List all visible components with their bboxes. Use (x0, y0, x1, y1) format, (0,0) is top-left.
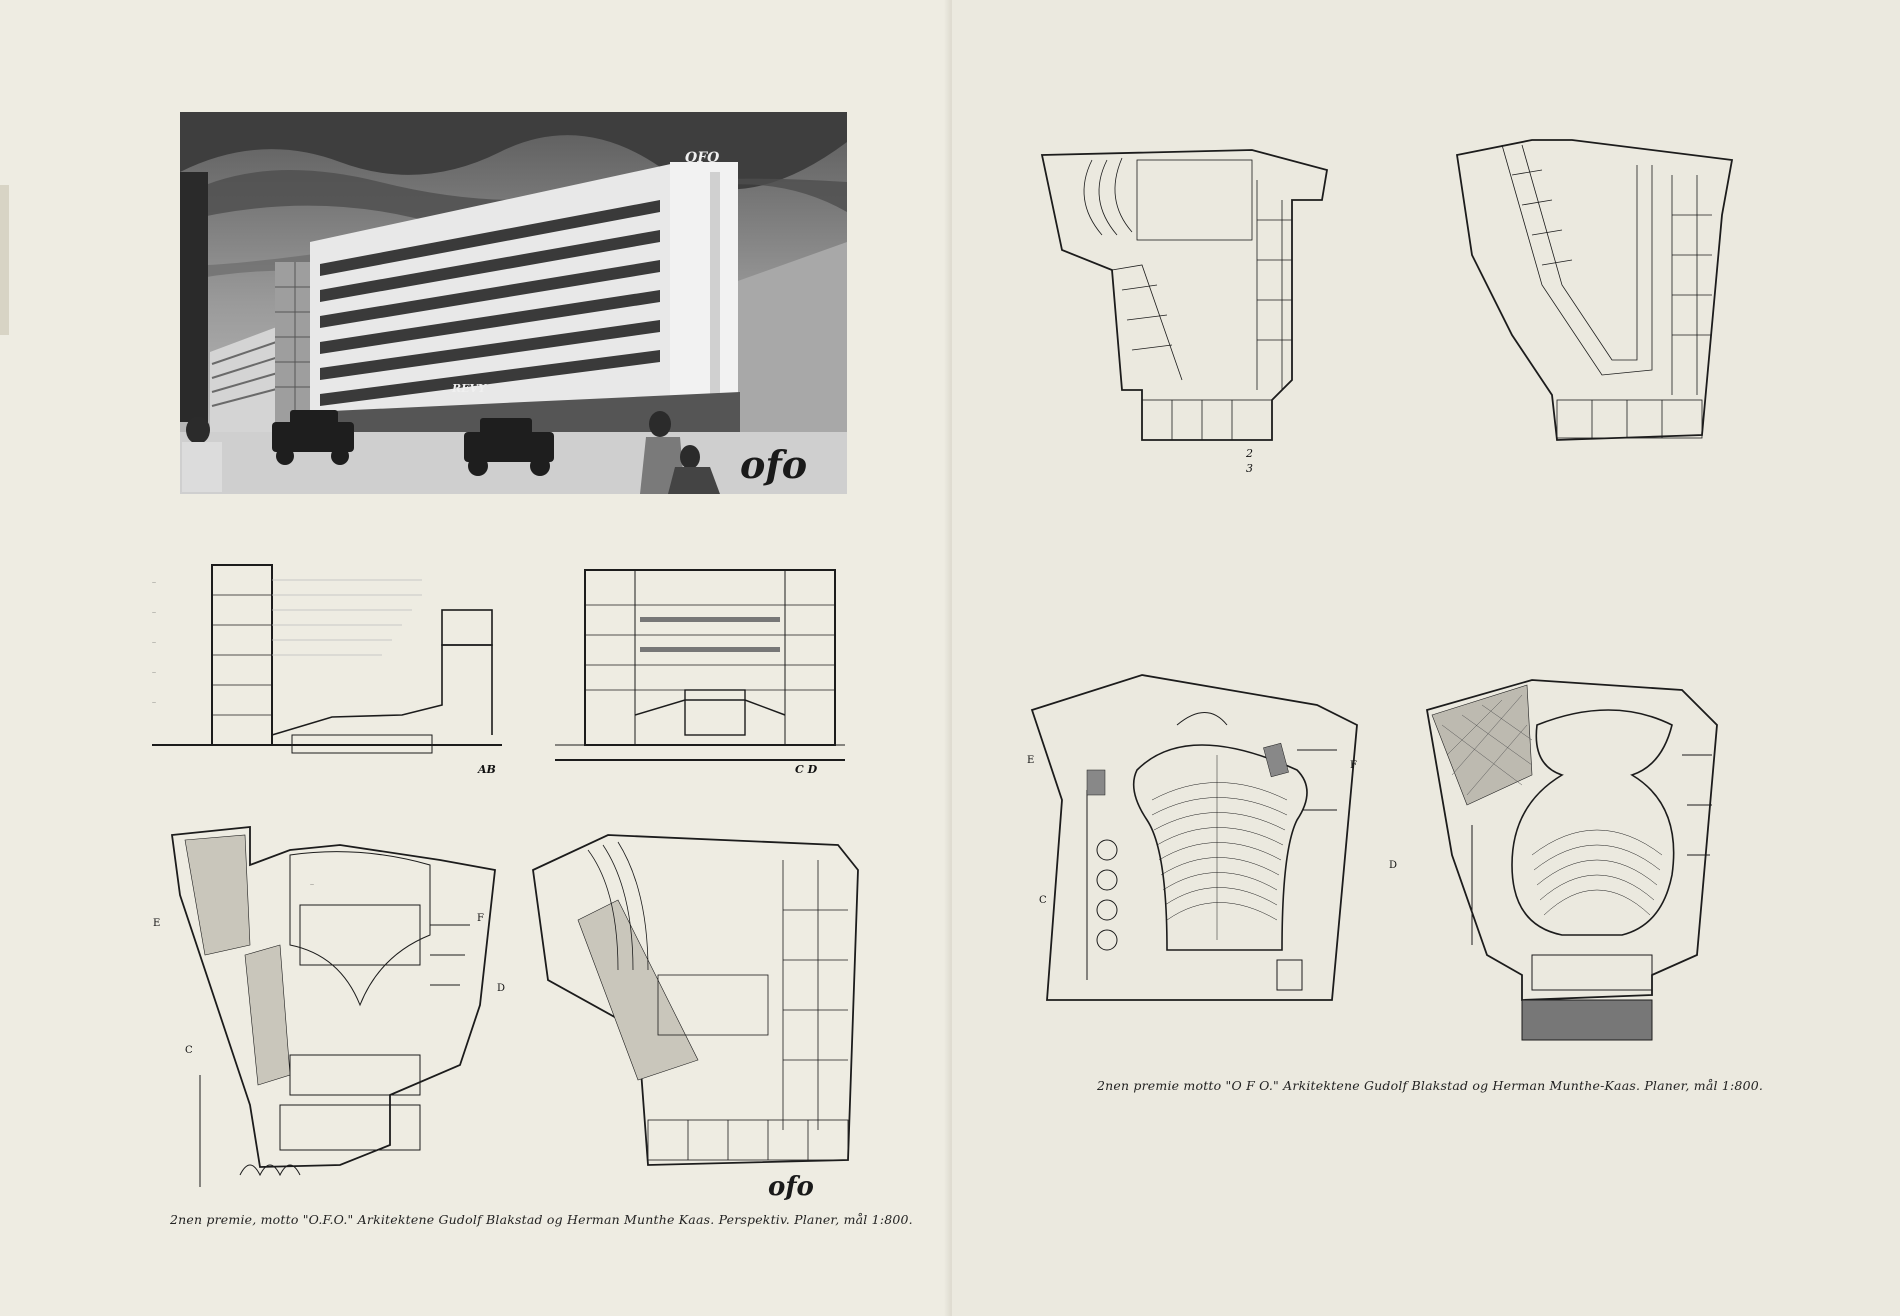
svg-text:—: — (310, 881, 314, 886)
right-letter-d: D (1389, 860, 1398, 871)
right-page (952, 0, 1900, 1316)
section-drawing-icon (555, 565, 845, 765)
section-label-cd: C D (795, 763, 818, 776)
floor-plan-icon (1452, 135, 1742, 455)
plan-number-3: 3 (1246, 462, 1253, 475)
svg-text:—: — (152, 609, 156, 614)
floor-plan-icon (1422, 655, 1732, 1055)
floor-plan-icon (528, 830, 873, 1175)
section-label-ab: AB (478, 763, 496, 776)
floor-letter-f: F (477, 913, 484, 924)
perspective-drawing (180, 112, 847, 494)
svg-text:—: — (152, 639, 156, 644)
floor-plan-icon (1027, 650, 1367, 1030)
building-perspective-icon (180, 112, 847, 494)
floor-letter-c: C (185, 1045, 193, 1056)
right-letter-c: C (1039, 895, 1047, 906)
svg-text:—: — (152, 579, 156, 584)
page-edge (0, 185, 9, 335)
svg-text:—: — (152, 669, 156, 674)
plan-stamp: ofo (768, 1172, 814, 1202)
section-drawing-icon (152, 535, 512, 775)
sign-facade: REVY (452, 382, 486, 395)
floor-letter-d: D (497, 983, 506, 994)
svg-text:—: — (152, 699, 156, 704)
sign-brand: ofo (740, 442, 808, 487)
right-caption: 2nen premie motto "O F O." Arkitektene Gudolf Blakstad og Herman Munthe-Kaas. Planer, mål 1:800. (1097, 1078, 1764, 1093)
floor-plan-icon (1032, 140, 1332, 450)
floor-plan-icon (160, 805, 505, 1195)
right-letter-f: F (1350, 760, 1357, 771)
floor-letter-e: E (153, 918, 161, 929)
sign-top: OFO (685, 150, 720, 166)
plan-number-2: 2 (1246, 447, 1253, 460)
left-caption: 2nen premie, motto "O.F.O." Arkitektene Gudolf Blakstad og Herman Munthe Kaas. Perspektiv. Planer, mål 1:800. (170, 1212, 913, 1227)
right-letter-e: E (1027, 755, 1035, 766)
